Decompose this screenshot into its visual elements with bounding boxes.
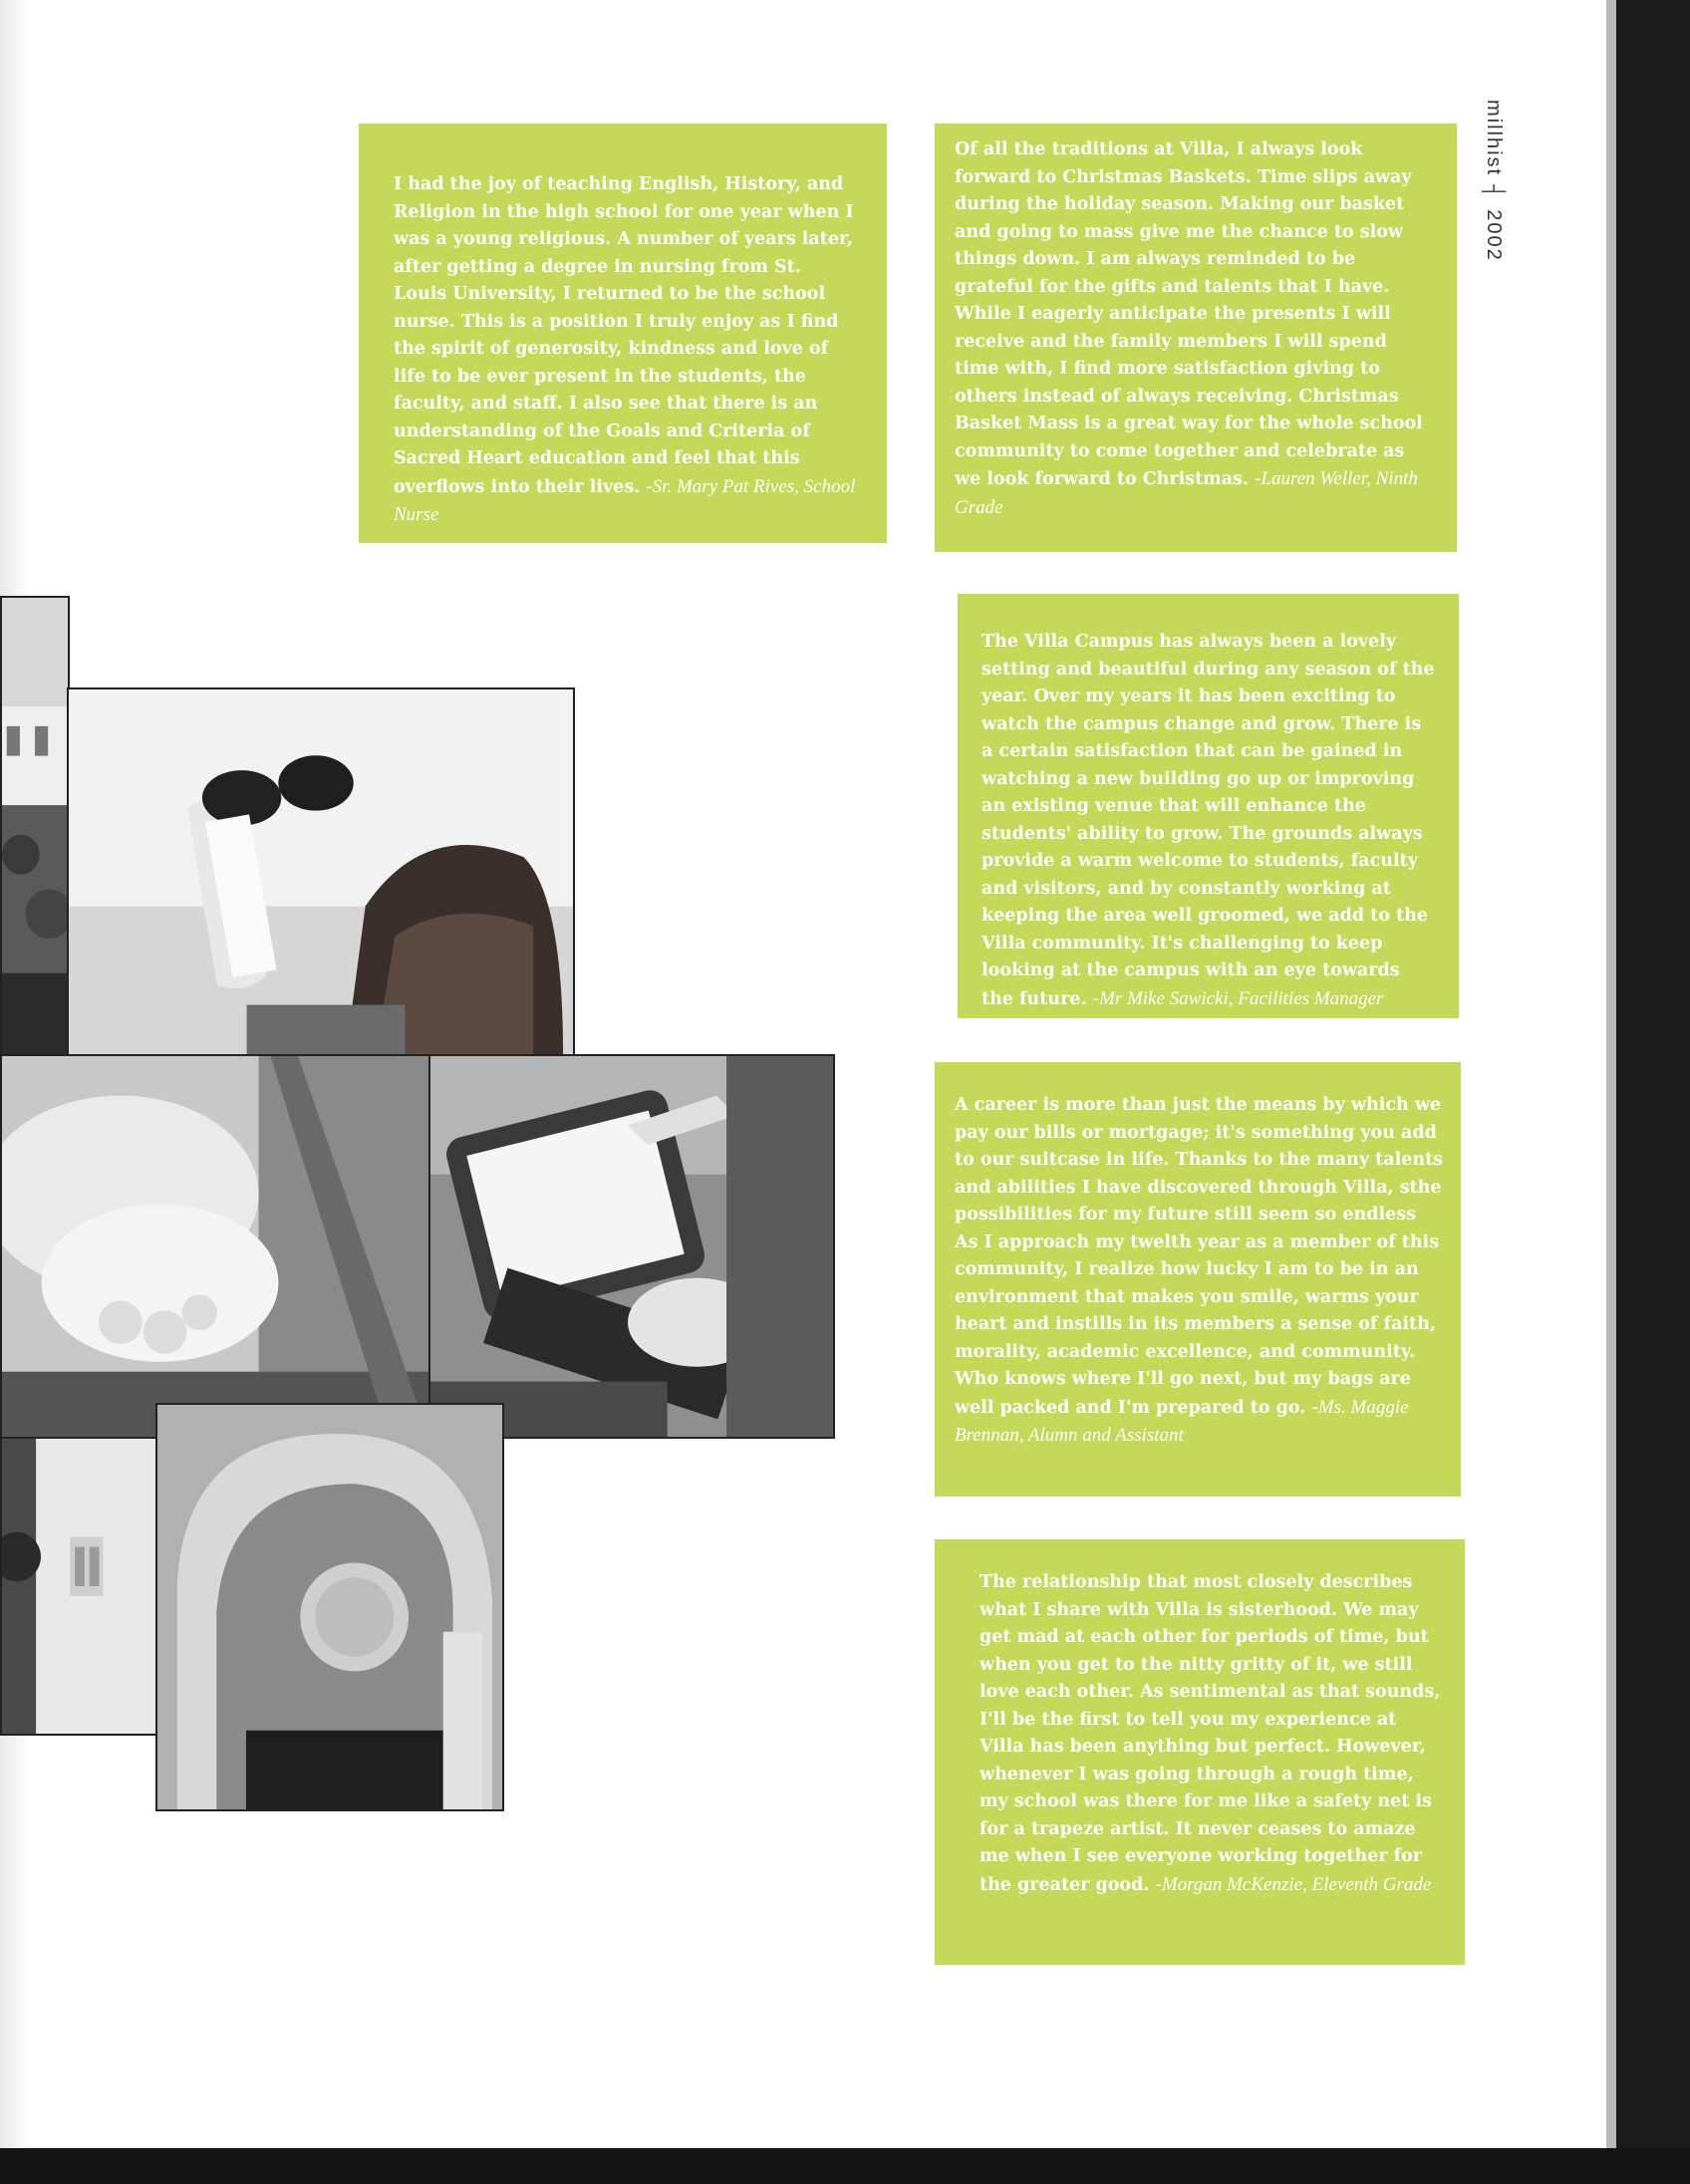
quote-box-nurse [359, 124, 887, 543]
quote-attribution: -Lauren Weller, Ninth Grade [955, 468, 1418, 518]
quote-attribution: -Sr. Mary Pat Rives, School Nurse [394, 475, 856, 525]
quote-box-facilities [958, 594, 1459, 1018]
bottom-shadow [0, 2148, 1690, 2184]
quote-box-ninth-grade [935, 124, 1457, 552]
building-photo [0, 596, 70, 1056]
book-cover-edge [1616, 0, 1690, 2184]
quote-attribution: -Ms. Maggie Brennan, Alumn and Assistant [955, 1396, 1409, 1446]
quote-text: A career is more than just the means by which we pay our bills or mortgage; it's something you add to our suitcase in life. Thanks to the many talents and abilities I have discovered through Villa, sthe possibilities for my future still seem so endless As I approach my twelth year as a member of this community, I realize how lucky I am to be in an environment that makes you smile, warms your heart and instills in its members a sense of faith, morality, academic excellence, and community. Who knows where I'll go next, but my bags are well packed and I'm prepared to go. -Ms. Maggie Brennan, Alumn and Assistant [955, 1095, 1444, 1446]
quote-attribution: -Morgan McKenzie, Eleventh Grade [1155, 1873, 1432, 1895]
folio-right: 2002 [1483, 209, 1505, 262]
folio [1465, 100, 1505, 289]
quote-attribution: -Mr Mike Sawicki, Facilities Manager [1092, 987, 1384, 1009]
laptop-photo [428, 1054, 835, 1439]
quote-text: Of all the traditions at Villa, I always look forward to Christmas Baskets. Time slips away during the holiday season. Making our basket and going to mass give me the chance to slow things down. I am always reminded to be grateful for the gifts and talents that I have. While I eagerly anticipate the presents I will receive and the family members I will spend time with, I find more satisfaction giving to others instead of always receiving. Christmas Basket Mass is a great way for the whole school community to come together and celebrate as we look forward to Christmas. -Lauren Weller, Ninth Grade [955, 139, 1423, 518]
folio-divider: ┤ [1483, 183, 1505, 200]
quote-text: The relationship that most closely describes what I share with Villa is sisterhood. We may get mad at each other for periods of time, but when you get to the nitty gritty of it, we still love each other. As sentimental as that sounds, I'll be the first to tell you my experience at Villa has been anything but perfect. However, whenever I was going through a rough time, my school was there for me like a safety net is for a trapeze artist. It never ceases to amaze me when I see everyone working together for the greater good. -Morgan McKenzie, Eleventh Grade [980, 1572, 1441, 1895]
quote-box-alumna [935, 1062, 1461, 1497]
shoes-photo [67, 687, 575, 1058]
window-photo [0, 1437, 157, 1736]
quote-text: The Villa Campus has always been a lovely setting and beautiful during any season of the year. Over my years it has been exciting to watch the campus change and grow. There is a certain satisfaction that can be gained in watching a new building go up or improving an existing venue that will enhance the students' ability to grow. The grounds always provide a warm welcome to students, faculty and visitors, and by constantly working at keeping the area well groomed, we add to the Villa community. It's challenging to keep looking at the campus with an eye towards the future. -Mr Mike Sawicki, Facilities Manager [982, 632, 1435, 1009]
quote-text: I had the joy of teaching English, History, and Religion in the high school for one year when I was a young religious. A number of years later, after getting a degree in nursing from St. Louis University, I returned to be the school nurse. This is a position I truly enjoy as I find the spirit of generosity, kindness and love of life to be ever present in the students, the faculty, and staff. I also see that there is an understanding of the Goals and Criteria of Sacred Heart education and feel that this overflows into their lives. -Sr. Mary Pat Rives, School Nurse [394, 174, 856, 525]
folio-left: millhist [1483, 100, 1505, 177]
quote-box-eleventh-grade [935, 1539, 1465, 1965]
archway-photo [155, 1403, 504, 1811]
hands-photo [0, 1054, 430, 1439]
